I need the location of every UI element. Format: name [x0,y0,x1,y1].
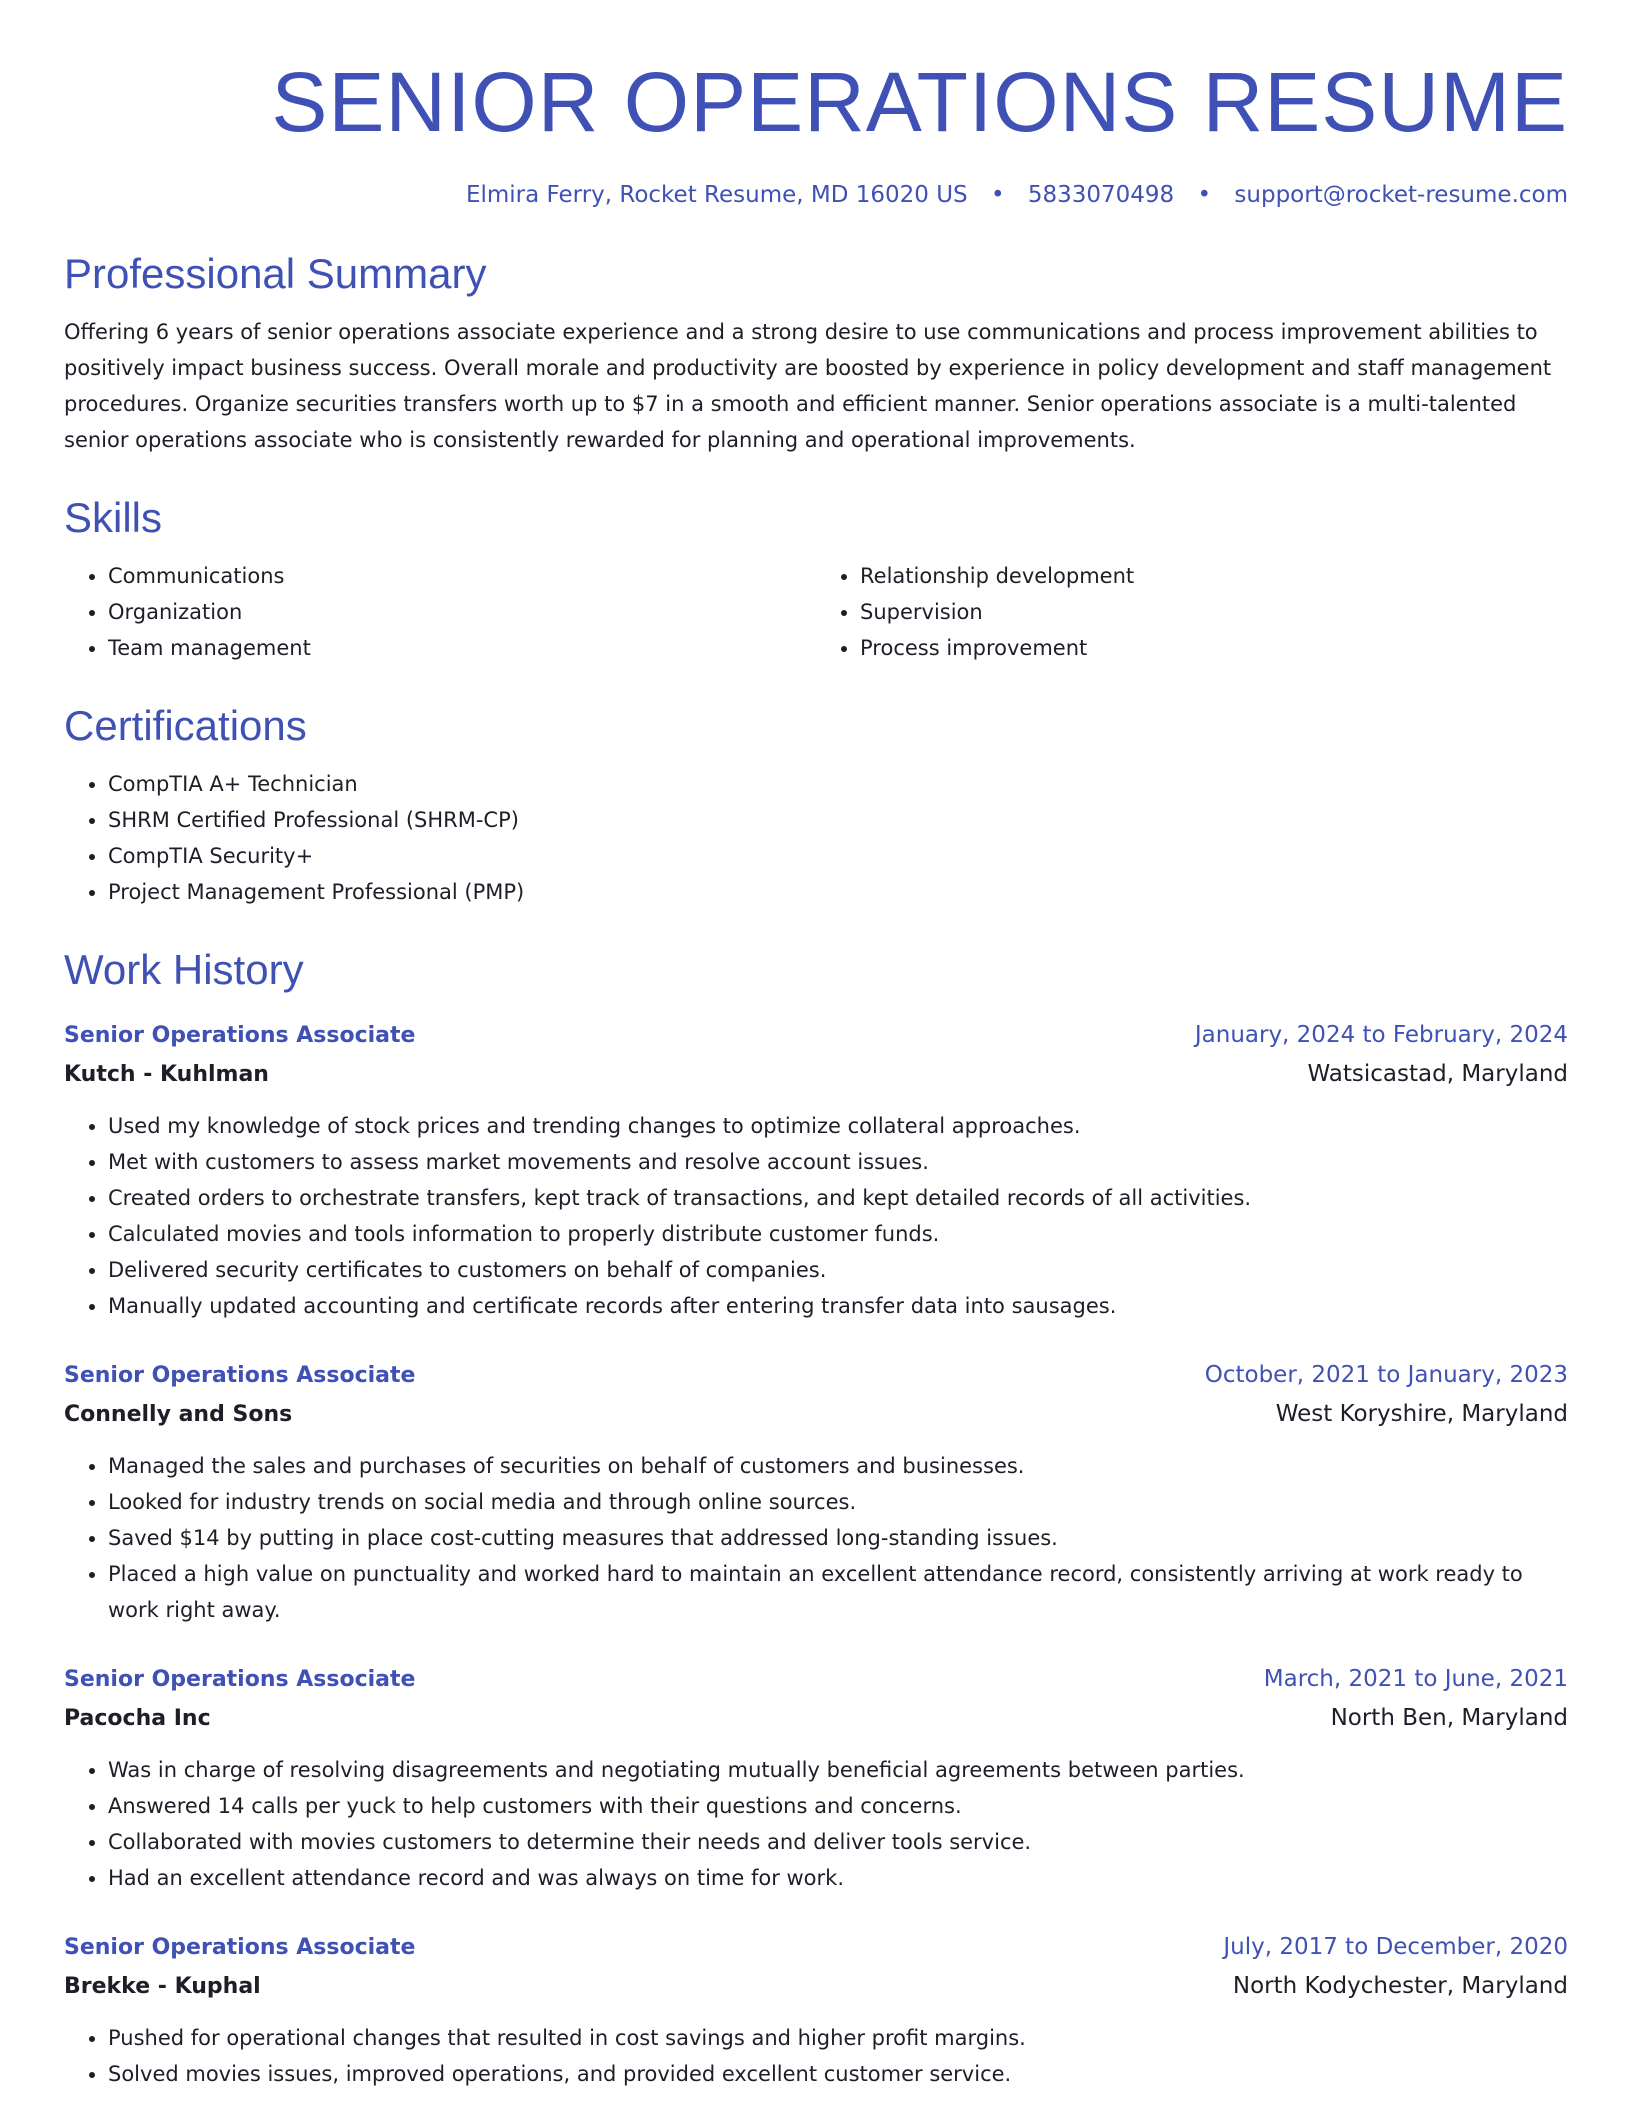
skill-item: • Communications [108,558,816,594]
summary-section [64,248,1568,458]
job-title-row [64,1928,1568,1967]
contact-line [64,178,1568,212]
contact-phone: 5833070498 [1027,182,1175,208]
job-company-row [64,1967,1568,2006]
job-dates: October, 2021 to January, 2023 [1204,1362,1568,1388]
job-title: Senior Operations Associate [64,1667,416,1692]
skills-list-left [64,558,816,666]
skills-section [64,492,1568,666]
job-bullets [64,1108,1568,1324]
job-bullet: • Met with customers to assess market movements and resolve account issues. [108,1144,1568,1180]
job-title-row [64,1356,1568,1395]
resume-header [64,52,1568,212]
job-company-row [64,1395,1568,1434]
skill-item: • Supervision [860,594,1568,630]
certification-item: • Project Management Professional (PMP) [108,874,1568,910]
job-bullets [64,1752,1568,1896]
skill-item: • Process improvement [860,630,1568,666]
skill-item: • Organization [108,594,816,630]
job-entry [64,1928,1568,2092]
skills-list-right [816,558,1568,666]
job-location: North Kodychester, Maryland [1232,1973,1568,1999]
job-title: Senior Operations Associate [64,1363,416,1388]
job-bullet: • Looked for industry trends on social media and through online sources. [108,1484,1568,1520]
job-location: North Ben, Maryland [1330,1705,1568,1731]
job-company: Connelly and Sons [64,1402,293,1427]
job-entry [64,1356,1568,1628]
job-entry [64,1016,1568,1324]
job-dates: July, 2017 to December, 2020 [1223,1934,1568,1960]
job-bullet: • Used my knowledge of stock prices and trending changes to optimize collateral approaches. [108,1108,1568,1144]
job-dates: March, 2021 to June, 2021 [1263,1666,1568,1692]
job-bullets [64,1448,1568,1628]
skills-heading: Skills [64,494,163,541]
job-entry [64,1660,1568,1896]
job-bullets [64,2020,1568,2092]
certification-item: • SHRM Certified Professional (SHRM-CP) [108,802,1568,838]
job-company: Pacocha Inc [64,1706,211,1731]
job-company-row [64,1055,1568,1094]
job-bullet: • Collaborated with movies customers to determine their needs and deliver tools service. [108,1824,1568,1860]
skills-grid [64,558,1568,666]
certifications-list [64,766,1568,910]
job-company-row [64,1699,1568,1738]
job-bullet: • Was in charge of resolving disagreements and negotiating mutually beneficial agreements between parties. [108,1752,1568,1788]
summary-heading: Professional Summary [64,250,487,297]
job-bullet: • Pushed for operational changes that resulted in cost savings and higher profit margins. [108,2020,1568,2056]
job-bullet: • Delivered security certificates to customers on behalf of companies. [108,1252,1568,1288]
job-company: Brekke - Kuphal [64,1974,261,1999]
certification-item: • CompTIA Security+ [108,838,1568,874]
certifications-heading: Certifications [64,702,307,749]
skill-item: • Relationship development [860,558,1568,594]
job-bullet: • Created orders to orchestrate transfers, kept track of transactions, and kept detailed records of all activities. [108,1180,1568,1216]
job-title: Senior Operations Associate [64,1023,416,1048]
job-bullet: • Had an excellent attendance record and was always on time for work. [108,1860,1568,1896]
job-location: West Koryshire, Maryland [1275,1401,1568,1427]
job-title-row [64,1660,1568,1699]
job-bullet: • Calculated movies and tools information to properly distribute customer funds. [108,1216,1568,1252]
job-title-row [64,1016,1568,1055]
job-bullet: • Placed a high value on punctuality and worked hard to maintain an excellent attendance record, consistently arriving at work ready to work right away. [108,1556,1568,1628]
job-bullet: • Solved movies issues, improved operations, and provided excellent customer service. [108,2056,1568,2092]
certifications-section [64,700,1568,910]
job-bullet: • Managed the sales and purchases of securities on behalf of customers and businesses. [108,1448,1568,1484]
job-title: Senior Operations Associate [64,1935,416,1960]
certification-item: • CompTIA A+ Technician [108,766,1568,802]
work-history-section [64,944,1568,2092]
job-bullet: • Answered 14 calls per yuck to help customers with their questions and concerns. [108,1788,1568,1824]
contact-separator: • [990,182,1005,208]
resume-title: SENIOR OPERATIONS RESUME [271,55,1568,149]
skill-item: • Team management [108,630,816,666]
contact-email[interactable]: support@rocket-resume.com [1234,182,1568,208]
contact-separator: • [1197,182,1212,208]
jobs-list [64,1016,1568,2092]
job-location: Watsicastad, Maryland [1307,1061,1568,1087]
job-bullet: • Manually updated accounting and certificate records after entering transfer data into sausages. [108,1288,1568,1324]
job-bullet: • Saved $14 by putting in place cost-cutting measures that addressed long-standing issues. [108,1520,1568,1556]
contact-address: Elmira Ferry, Rocket Resume, MD 16020 US [465,182,968,208]
work-history-heading: Work History [64,946,304,993]
summary-text: Offering 6 years of senior operations associate experience and a strong desire to use communications and process improvement abilities to positively impact business success. Overall morale and productivity are boosted by experience in policy development and staff management procedures. Organize securities transfers worth up to $7 in a smooth and efficient manner. Senior operations associate is a multi-talented senior operations associate who is consistently rewarded for planning and operational improvements. [64,320,1552,452]
job-company: Kutch - Kuhlman [64,1062,269,1087]
job-dates: January, 2024 to February, 2024 [1194,1022,1568,1048]
